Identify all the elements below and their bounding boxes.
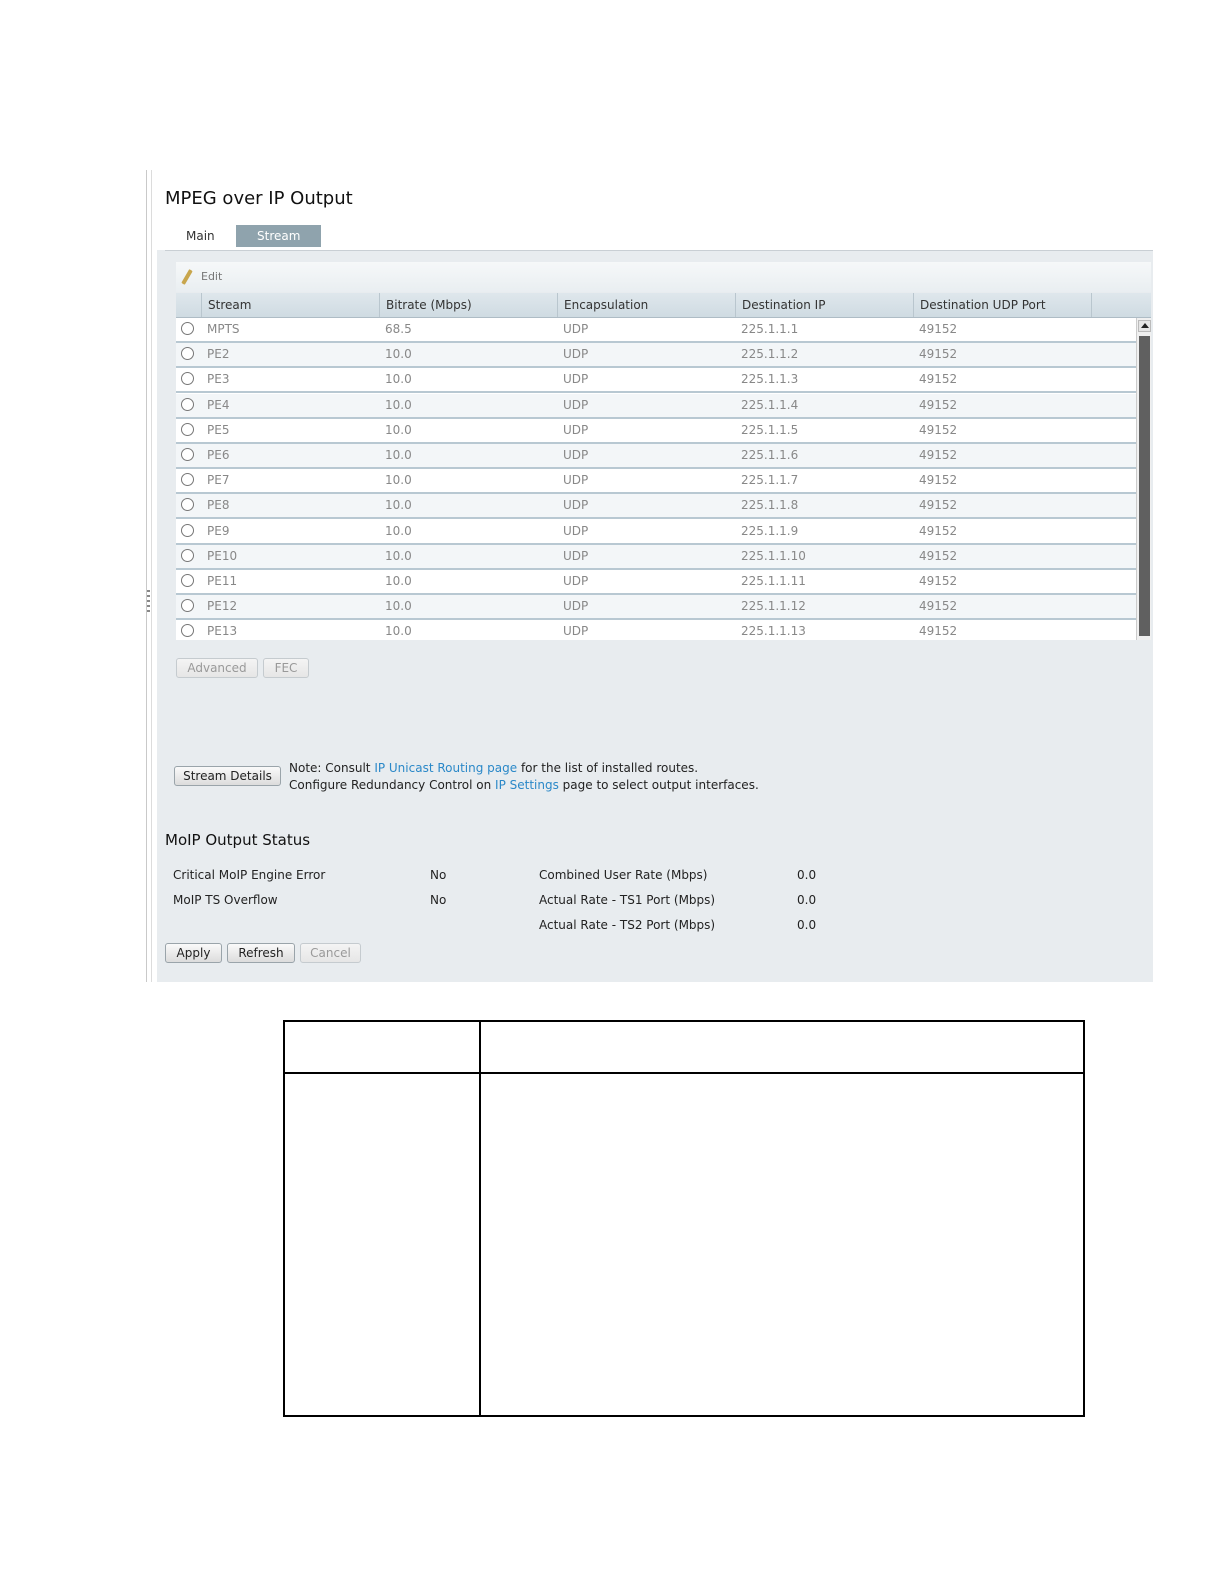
redundancy-note-text: Configure Redundancy Control on bbox=[289, 778, 496, 792]
redundancy-note-suffix: page to select output interfaces. bbox=[558, 778, 759, 792]
cell-dest-ip: 225.1.1.6 bbox=[741, 448, 799, 462]
row-select-radio[interactable] bbox=[181, 549, 194, 562]
cell-encapsulation: UDP bbox=[563, 498, 589, 513]
cell-udp-port: 49152 bbox=[919, 397, 958, 412]
ts-overflow-label: MoIP TS Overflow bbox=[173, 893, 278, 907]
cell-udp-port: 49152 bbox=[919, 372, 958, 387]
tab-main[interactable]: Main bbox=[186, 229, 215, 243]
row-select-radio[interactable] bbox=[181, 624, 194, 637]
table-row[interactable] bbox=[176, 494, 1136, 519]
tab-stream[interactable]: Stream bbox=[236, 225, 321, 247]
combined-rate-value: 0.0 bbox=[797, 868, 817, 882]
cell-encapsulation: UDP bbox=[563, 322, 589, 336]
ip-settings-link[interactable]: IP Settings bbox=[495, 778, 559, 792]
table-column-divider bbox=[479, 1022, 481, 1415]
row-select-radio[interactable] bbox=[181, 372, 194, 385]
critical-error-value: No bbox=[430, 868, 447, 882]
cell-dest-ip: 225.1.1.2 bbox=[741, 347, 799, 362]
table-header-divider bbox=[285, 1072, 1083, 1074]
panel-content bbox=[151, 170, 1149, 982]
redundancy-note bbox=[289, 778, 759, 792]
cell-dest-ip: 225.1.1.13 bbox=[741, 624, 806, 639]
cell-udp-port: 49152 bbox=[919, 574, 958, 588]
cell-encapsulation: UDP bbox=[563, 548, 589, 563]
page-title: MPEG over IP Output bbox=[165, 188, 353, 209]
cell-stream: PE8 bbox=[207, 498, 230, 513]
cell-udp-port: 49152 bbox=[919, 473, 958, 488]
cancel-button[interactable]: Cancel bbox=[300, 943, 361, 963]
ts-overflow-value: No bbox=[430, 893, 447, 907]
cell-udp-port: 49152 bbox=[919, 548, 958, 563]
pencil-icon bbox=[181, 269, 192, 285]
cell-stream: MPTS bbox=[207, 322, 240, 336]
column-header-bitrate[interactable]: Bitrate (Mbps) bbox=[379, 293, 557, 317]
ts1-rate-label: Actual Rate - TS1 Port (Mbps) bbox=[539, 893, 716, 907]
cell-dest-ip: 225.1.1.10 bbox=[741, 548, 806, 563]
tab-bar bbox=[165, 225, 1153, 251]
table-row[interactable] bbox=[176, 620, 1136, 640]
column-header-encapsulation[interactable]: Encapsulation bbox=[557, 293, 735, 317]
cell-udp-port: 49152 bbox=[919, 322, 958, 336]
cell-bitrate: 10.0 bbox=[385, 422, 412, 437]
table-row[interactable] bbox=[176, 343, 1136, 368]
cell-dest-ip: 225.1.1.5 bbox=[741, 422, 799, 437]
table-row[interactable] bbox=[176, 419, 1136, 444]
apply-button[interactable]: Apply bbox=[165, 943, 222, 963]
moip-output-panel bbox=[146, 170, 1148, 982]
row-select-radio[interactable] bbox=[181, 322, 194, 335]
cell-bitrate: 10.0 bbox=[385, 599, 412, 614]
cell-dest-ip: 225.1.1.11 bbox=[741, 574, 806, 588]
cell-encapsulation: UDP bbox=[563, 397, 589, 412]
cell-stream: PE3 bbox=[207, 372, 230, 387]
row-select-radio[interactable] bbox=[181, 347, 194, 360]
cell-dest-ip: 225.1.1.4 bbox=[741, 397, 799, 412]
cell-encapsulation: UDP bbox=[563, 448, 589, 462]
row-select-radio[interactable] bbox=[181, 498, 194, 511]
table-row[interactable] bbox=[176, 469, 1136, 494]
edit-button[interactable]: Edit bbox=[201, 270, 223, 283]
cell-udp-port: 49152 bbox=[919, 422, 958, 437]
cell-bitrate: 10.0 bbox=[385, 498, 412, 513]
status-section-title: MoIP Output Status bbox=[165, 831, 311, 849]
cell-stream: PE4 bbox=[207, 397, 230, 412]
cell-udp-port: 49152 bbox=[919, 448, 958, 462]
cell-bitrate: 10.0 bbox=[385, 548, 412, 563]
refresh-button[interactable]: Refresh bbox=[227, 943, 295, 963]
cell-bitrate: 10.0 bbox=[385, 473, 412, 488]
column-header-destination-udp-port[interactable]: Destination UDP Port bbox=[913, 293, 1091, 317]
cell-encapsulation: UDP bbox=[563, 574, 589, 588]
critical-error-label: Critical MoIP Engine Error bbox=[173, 868, 326, 882]
scroll-up-arrow-icon[interactable] bbox=[1138, 320, 1151, 332]
cell-dest-ip: 225.1.1.7 bbox=[741, 473, 799, 488]
row-select-radio[interactable] bbox=[181, 524, 194, 537]
combined-rate-label: Combined User Rate (Mbps) bbox=[539, 868, 708, 882]
cell-encapsulation: UDP bbox=[563, 599, 589, 614]
cell-dest-ip: 225.1.1.3 bbox=[741, 372, 799, 387]
row-select-radio[interactable] bbox=[181, 574, 194, 587]
cell-encapsulation: UDP bbox=[563, 347, 589, 362]
ts2-rate-value: 0.0 bbox=[797, 918, 817, 932]
advanced-button[interactable]: Advanced bbox=[176, 658, 258, 678]
cell-udp-port: 49152 bbox=[919, 599, 958, 614]
table-toolbar bbox=[176, 262, 1151, 292]
routing-note-suffix: for the list of installed routes. bbox=[517, 761, 699, 775]
cell-stream: PE2 bbox=[207, 347, 230, 362]
document-table bbox=[283, 1020, 1085, 1417]
stream-table bbox=[176, 293, 1151, 640]
cell-bitrate: 68.5 bbox=[385, 322, 412, 336]
column-header-spacer bbox=[1091, 293, 1151, 317]
table-header bbox=[176, 293, 1151, 318]
cell-bitrate: 10.0 bbox=[385, 347, 412, 362]
cell-udp-port: 49152 bbox=[919, 523, 958, 538]
cell-bitrate: 10.0 bbox=[385, 372, 412, 387]
column-header-stream[interactable]: Stream bbox=[201, 293, 379, 317]
cell-encapsulation: UDP bbox=[563, 422, 589, 437]
ip-unicast-routing-link[interactable]: IP Unicast Routing page bbox=[374, 761, 518, 775]
cell-stream: PE13 bbox=[207, 624, 238, 639]
cell-dest-ip: 225.1.1.12 bbox=[741, 599, 806, 614]
routing-note bbox=[289, 761, 698, 775]
row-select-radio[interactable] bbox=[181, 398, 194, 411]
cell-stream: PE6 bbox=[207, 448, 230, 462]
row-select-radio[interactable] bbox=[181, 448, 194, 461]
scrollbar-thumb[interactable] bbox=[1139, 336, 1150, 636]
ts2-rate-label: Actual Rate - TS2 Port (Mbps) bbox=[539, 918, 716, 932]
cell-stream: PE10 bbox=[207, 548, 238, 563]
cell-encapsulation: UDP bbox=[563, 372, 589, 387]
table-row[interactable] bbox=[176, 368, 1136, 393]
fec-button[interactable]: FEC bbox=[263, 658, 309, 678]
cell-stream: PE5 bbox=[207, 422, 230, 437]
cell-dest-ip: 225.1.1.1 bbox=[741, 322, 799, 336]
cell-dest-ip: 225.1.1.8 bbox=[741, 498, 799, 513]
cell-stream: PE7 bbox=[207, 473, 230, 488]
cell-stream: PE9 bbox=[207, 523, 230, 538]
cell-dest-ip: 225.1.1.9 bbox=[741, 523, 799, 538]
cell-encapsulation: UDP bbox=[563, 473, 589, 488]
column-header-destination-ip[interactable]: Destination IP bbox=[735, 293, 913, 317]
cell-stream: PE11 bbox=[207, 574, 238, 588]
table-row[interactable] bbox=[176, 595, 1136, 620]
cell-encapsulation: UDP bbox=[563, 523, 589, 538]
cell-encapsulation: UDP bbox=[563, 624, 589, 639]
table-row[interactable] bbox=[176, 318, 1136, 343]
row-select-radio[interactable] bbox=[181, 473, 194, 486]
table-row[interactable] bbox=[176, 444, 1136, 469]
cell-bitrate: 10.0 bbox=[385, 574, 412, 588]
row-select-radio[interactable] bbox=[181, 423, 194, 436]
row-select-radio[interactable] bbox=[181, 599, 194, 612]
cell-bitrate: 10.0 bbox=[385, 624, 412, 639]
cell-bitrate: 10.0 bbox=[385, 397, 412, 412]
cell-stream: PE12 bbox=[207, 599, 238, 614]
table-row[interactable] bbox=[176, 545, 1136, 570]
table-row[interactable] bbox=[176, 520, 1136, 545]
table-row[interactable] bbox=[176, 570, 1136, 595]
table-scrollbar[interactable] bbox=[1136, 318, 1151, 640]
table-row[interactable] bbox=[176, 394, 1136, 419]
cell-bitrate: 10.0 bbox=[385, 523, 412, 538]
cell-udp-port: 49152 bbox=[919, 498, 958, 513]
cell-udp-port: 49152 bbox=[919, 347, 958, 362]
ts1-rate-value: 0.0 bbox=[797, 893, 817, 907]
splitter-handle[interactable] bbox=[147, 590, 150, 614]
routing-note-text: Note: Consult bbox=[289, 761, 375, 775]
cell-udp-port: 49152 bbox=[919, 624, 958, 639]
cell-bitrate: 10.0 bbox=[385, 448, 412, 462]
stream-details-button[interactable]: Stream Details bbox=[174, 766, 281, 786]
